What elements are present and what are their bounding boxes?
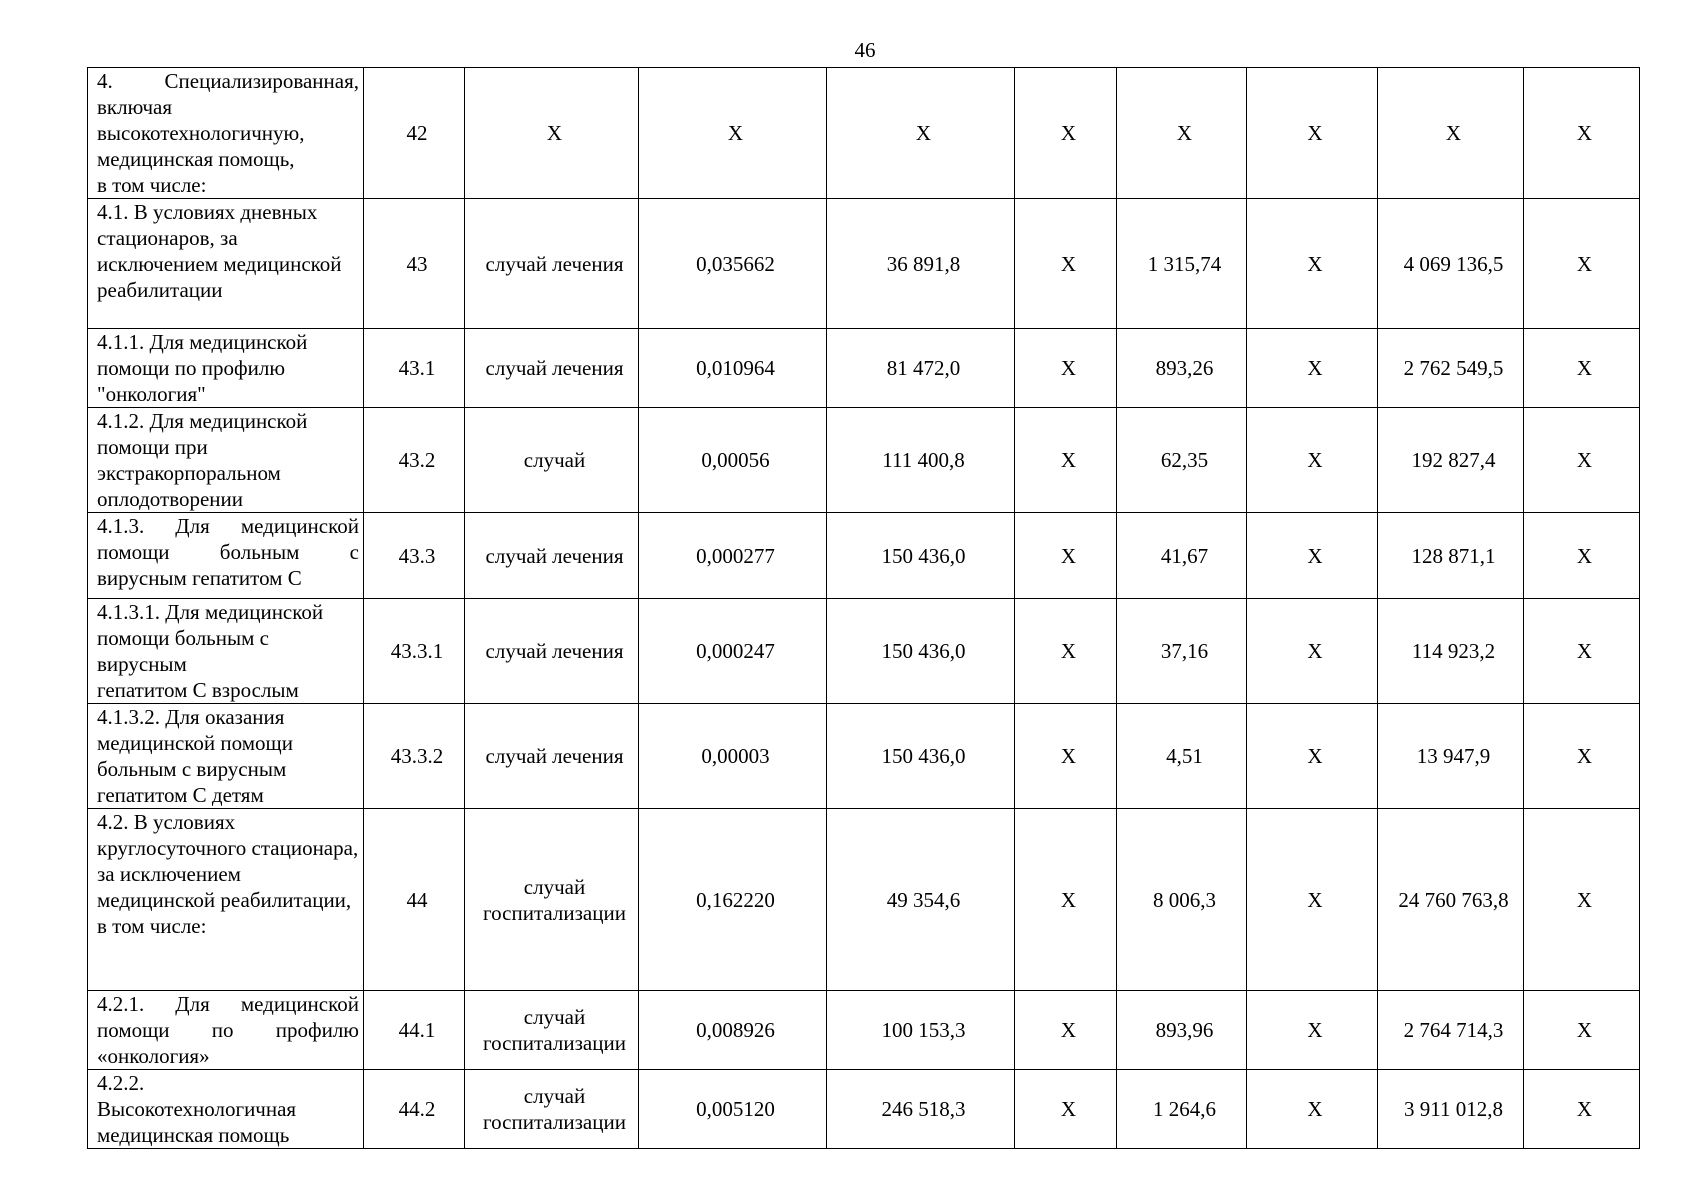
row-name: 4. Специализированная, включая высокотехнологичную, медицинская помощь, в том числе: <box>88 68 364 199</box>
row-name: 4.1.3.2. Для оказания медицинской помощи больным с вирусным гепатитом С детям <box>88 704 364 809</box>
row-col6: Х <box>1015 1070 1117 1149</box>
row-code: 44.1 <box>364 991 465 1070</box>
row-col6: Х <box>1015 199 1117 329</box>
row-norm: Х <box>639 68 827 199</box>
row-col8: Х <box>1247 991 1378 1070</box>
row-col7: 1 315,74 <box>1117 199 1247 329</box>
row-col7: 893,96 <box>1117 991 1247 1070</box>
row-col10: Х <box>1524 408 1640 513</box>
row-col10: Х <box>1524 199 1640 329</box>
row-norm: 0,162220 <box>639 809 827 991</box>
row-col7: 4,51 <box>1117 704 1247 809</box>
row-code: 42 <box>364 68 465 199</box>
row-code: 43.3.2 <box>364 704 465 809</box>
row-col9: 24 760 763,8 <box>1378 809 1524 991</box>
row-col8: Х <box>1247 68 1378 199</box>
table-row <box>88 599 1640 704</box>
row-cost: 81 472,0 <box>827 329 1015 408</box>
row-norm: 0,00003 <box>639 704 827 809</box>
row-col10: Х <box>1524 809 1640 991</box>
row-unit: случай госпитализации <box>465 991 639 1070</box>
row-norm: 0,005120 <box>639 1070 827 1149</box>
row-name: 4.1.3.1. Для медицинской помощи больным с вирусным гепатитом С взрослым <box>88 599 364 704</box>
row-col8: Х <box>1247 1070 1378 1149</box>
row-name: 4.2.2. Высокотехнологичная медицинская помощь <box>88 1070 364 1149</box>
row-unit: случай <box>465 408 639 513</box>
row-name: 4.1.3. Для медицинской помощи больным с вирусным гепатитом С <box>88 513 364 599</box>
table-row <box>88 68 1640 199</box>
row-cost: 150 436,0 <box>827 704 1015 809</box>
row-col8: Х <box>1247 599 1378 704</box>
row-col8: Х <box>1247 199 1378 329</box>
row-col8: Х <box>1247 704 1378 809</box>
row-unit: случай лечения <box>465 329 639 408</box>
row-col9: 4 069 136,5 <box>1378 199 1524 329</box>
row-norm: 0,008926 <box>639 991 827 1070</box>
row-code: 43.3.1 <box>364 599 465 704</box>
row-name: 4.1.1. Для медицинской помощи по профилю "онкология" <box>88 329 364 408</box>
row-name: 4.2. В условиях круглосуточного стационара, за исключением медицинской реабилитации, в том числе: <box>88 809 364 991</box>
row-col9: 3 911 012,8 <box>1378 1070 1524 1149</box>
row-col6: Х <box>1015 599 1117 704</box>
table-row <box>88 329 1640 408</box>
page-number: 46 <box>854 38 876 62</box>
row-col6: Х <box>1015 329 1117 408</box>
medical-care-table <box>87 67 1640 1149</box>
row-col7: 1 264,6 <box>1117 1070 1247 1149</box>
row-unit: случай лечения <box>465 199 639 329</box>
table-row <box>88 408 1640 513</box>
row-name: 4.2.1. Для медицинской помощи по профилю «онкология» <box>88 991 364 1070</box>
row-cost: 111 400,8 <box>827 408 1015 513</box>
row-norm: 0,00056 <box>639 408 827 513</box>
row-code: 43.1 <box>364 329 465 408</box>
row-col8: Х <box>1247 513 1378 599</box>
row-col8: Х <box>1247 408 1378 513</box>
row-unit: случай госпитализации <box>465 1070 639 1149</box>
row-col7: 893,26 <box>1117 329 1247 408</box>
row-norm: 0,000247 <box>639 599 827 704</box>
row-norm: 0,035662 <box>639 199 827 329</box>
row-cost: 100 153,3 <box>827 991 1015 1070</box>
table-row <box>88 809 1640 991</box>
row-col6: Х <box>1015 809 1117 991</box>
row-col7: 37,16 <box>1117 599 1247 704</box>
row-cost: 150 436,0 <box>827 599 1015 704</box>
row-col9: 192 827,4 <box>1378 408 1524 513</box>
row-unit: случай лечения <box>465 704 639 809</box>
row-col8: Х <box>1247 329 1378 408</box>
row-col6: Х <box>1015 408 1117 513</box>
table-row <box>88 704 1640 809</box>
table-row <box>88 1070 1640 1149</box>
row-col10: Х <box>1524 991 1640 1070</box>
row-col6: Х <box>1015 68 1117 199</box>
row-col10: Х <box>1524 68 1640 199</box>
row-cost: 36 891,8 <box>827 199 1015 329</box>
row-col8: Х <box>1247 809 1378 991</box>
row-col7: 62,35 <box>1117 408 1247 513</box>
row-col9: 2 764 714,3 <box>1378 991 1524 1070</box>
row-col7: 8 006,3 <box>1117 809 1247 991</box>
row-code: 43.3 <box>364 513 465 599</box>
row-norm: 0,000277 <box>639 513 827 599</box>
row-cost: 150 436,0 <box>827 513 1015 599</box>
row-col9: 114 923,2 <box>1378 599 1524 704</box>
row-code: 43 <box>364 199 465 329</box>
table-row <box>88 199 1640 329</box>
row-col9: 2 762 549,5 <box>1378 329 1524 408</box>
row-col6: Х <box>1015 704 1117 809</box>
row-unit: случай госпитализации <box>465 809 639 991</box>
row-col10: Х <box>1524 513 1640 599</box>
row-name: 4.1. В условиях дневных стационаров, за исключением медицинской реабилитации <box>88 199 364 329</box>
row-col9: Х <box>1378 68 1524 199</box>
row-col9: 13 947,9 <box>1378 704 1524 809</box>
table-row <box>88 513 1640 599</box>
row-cost: Х <box>827 68 1015 199</box>
row-col10: Х <box>1524 599 1640 704</box>
row-col10: Х <box>1524 1070 1640 1149</box>
row-unit: Х <box>465 68 639 199</box>
row-col6: Х <box>1015 513 1117 599</box>
row-col10: Х <box>1524 329 1640 408</box>
row-code: 43.2 <box>364 408 465 513</box>
row-unit: случай лечения <box>465 599 639 704</box>
row-name: 4.1.2. Для медицинской помощи при экстракорпоральном оплодотворении <box>88 408 364 513</box>
row-col10: Х <box>1524 704 1640 809</box>
row-cost: 246 518,3 <box>827 1070 1015 1149</box>
row-col6: Х <box>1015 991 1117 1070</box>
table-row <box>88 991 1640 1070</box>
row-code: 44 <box>364 809 465 991</box>
row-norm: 0,010964 <box>639 329 827 408</box>
row-col7: Х <box>1117 68 1247 199</box>
row-col7: 41,67 <box>1117 513 1247 599</box>
row-cost: 49 354,6 <box>827 809 1015 991</box>
row-code: 44.2 <box>364 1070 465 1149</box>
row-col9: 128 871,1 <box>1378 513 1524 599</box>
row-unit: случай лечения <box>465 513 639 599</box>
